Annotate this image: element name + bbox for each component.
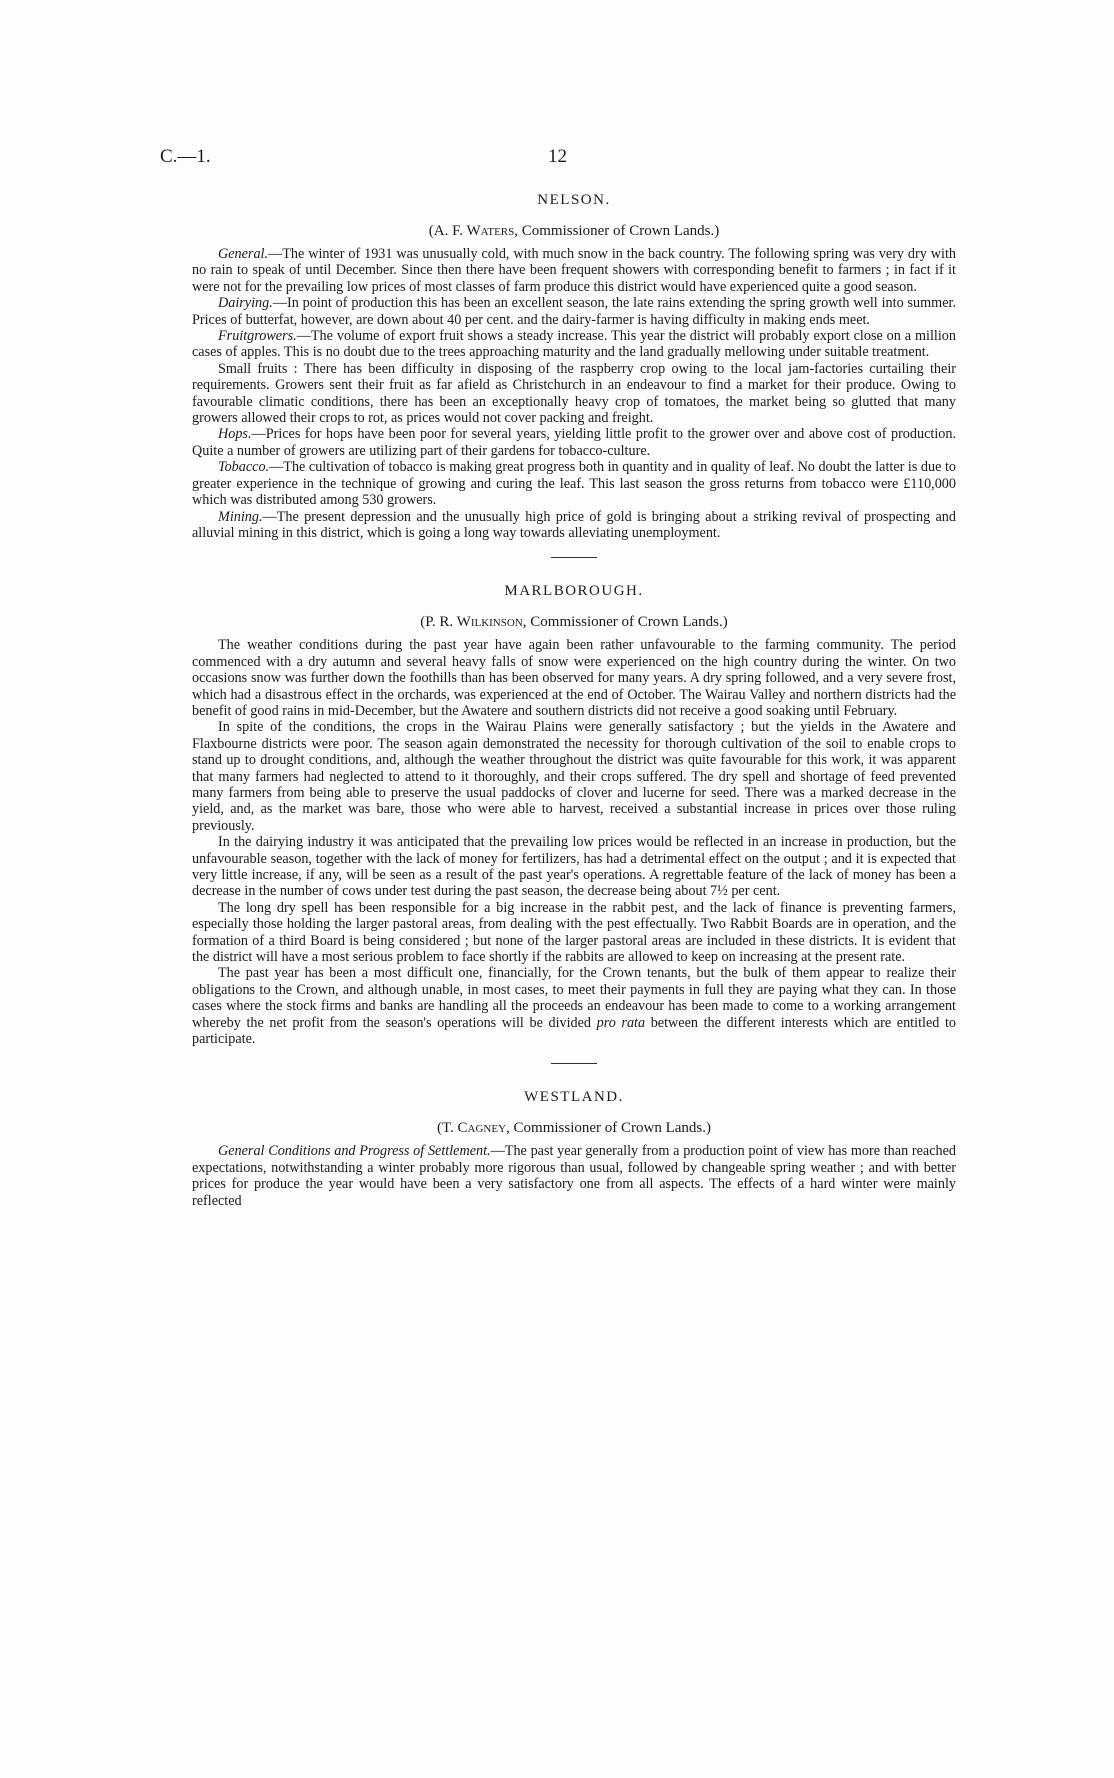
document-reference: C.—1. bbox=[160, 146, 211, 167]
paragraph: Mining.—The present depression and the unusually high price of gold is bringing about a striking revival of prospecting and alluvial mining in this district, which is going a long way towards alleviating unemployment. bbox=[192, 508, 956, 541]
section-westland bbox=[192, 1089, 956, 1209]
commissioner-line: (A. F. Waters, Commissioner of Crown Lands.) bbox=[428, 223, 720, 239]
section-title: NELSON. bbox=[537, 192, 611, 208]
paragraph: The weather conditions during the past year have again been rather unfavourable to the farming community. The period commenced with a dry autumn and several heavy falls of snow were experienced on the high country during the winter. On two occasions snow was further down the foothills than has been observed for many years. A dry spring followed, and a very severe frost, which had a disastrous effect in the orchards, was experienced at the end of October. The Wairau Valley and northern districts had the benefit of good rains in mid-December, but the Awatere and southern districts did not receive a good soaking until February. bbox=[192, 637, 956, 719]
page-number: 12 bbox=[548, 146, 567, 167]
paragraph: Dairying.—In point of production this has been an excellent season, the late rains extending the spring growth well into summer. Prices of butterfat, however, are down about 40 per cent. and the dairy-farmer is having difficulty in making ends meet. bbox=[192, 295, 956, 328]
section-nelson bbox=[192, 192, 956, 541]
text-column bbox=[192, 192, 956, 1209]
section-title: MARLBOROUGH. bbox=[504, 583, 644, 600]
paragraph: Small fruits : There has been difficulty in disposing of the raspberry crop owing to the local jam-factories curtailing their requirements. Growers sent their fruit as far afield as Christchurch in an endeavour to find a market for their produce. Owing to favourable climatic conditions, there has been an exceptionally heavy crop of tomatoes, the market being so glutted that many growers allowed their crops to rot, as prices would not cover packing and freight. bbox=[192, 360, 956, 427]
paragraph: In the dairying industry it was anticipated that the prevailing low prices would be reflected in an increase in production, but the unfavourable season, together with the lack of money for fertilizers, has had a detrimental effect on the output ; and it is expected that very little increase, if any, will be seen as a result of the past year's operations. A regrettable feature of the lack of money has been a decrease in the number of cows under test during the past season, the decrease being about 7½ per cent. bbox=[192, 834, 956, 900]
paragraph: The long dry spell has been responsible for a big increase in the rabbit pest, and the lack of finance is preventing farmers, especially those holding the larger pastoral areas, from dealing with the pest effectually. Two Rabbit Boards are in operation, and the formation of a third Board is being considered ; but none of the larger pastoral areas are included in these districts. It is evident that the district will have a most serious problem to face shortly if the rabbits are allowed to keep on increasing at the present rate. bbox=[192, 899, 956, 966]
paragraph: Hops.—Prices for hops have been poor for several years, yielding little profit to the grower over and above cost of production. Quite a number of growers are utilizing part of their gardens for tobacco-culture. bbox=[192, 426, 956, 459]
commissioner-line: (P. R. Wilkinson, Commissioner of Crown Lands.) bbox=[420, 614, 728, 631]
paragraph: General Conditions and Progress of Settlement.—The past year generally from a production point of view has more than reached expectations, notwithstanding a winter probably more rigorous than usual, followed by changeable spring weather ; and with better prices for produce the year would have been a very satisfactory one from all aspects. The effects of a hard winter were mainly reflected bbox=[192, 1143, 956, 1209]
section-title: WESTLAND. bbox=[524, 1089, 624, 1106]
paragraph: In spite of the conditions, the crops in the Wairau Plains were generally satisfactory ; but the yields in the Awatere and Flaxbourne districts were poor. The season again demonstrated the necessity for thorough cultivation of the soil to enable crops to stand up to drought conditions, and, although the weather throughout the district was quite favourable for this work, it was apparent that many farmers had neglected to attend to it thoroughly, and their crops suffered. The dry spell and shortage of feed prevented many farmers from being able to preserve the usual paddocks of clover and lucerne for seed. There was a marked decrease in the yield, and, as the market was bare, those who were able to harvest, received a substantial increase in prices over those ruling previously. bbox=[192, 719, 956, 834]
commissioner-line: (T. Cagney, Commissioner of Crown Lands.) bbox=[436, 1120, 712, 1137]
page-header bbox=[160, 146, 960, 170]
paragraph: Tobacco.—The cultivation of tobacco is making great progress both in quantity and in quality of leaf. No doubt the latter is due to greater experience in the technique of growing and curing the leaf. This last season the gross returns from tobacco were £110,000 which was distributed among 530 growers. bbox=[192, 459, 956, 509]
commissioner-name: A. F. Waters bbox=[433, 223, 515, 239]
paragraph: General.—The winter of 1931 was unusually cold, with much snow in the back country. The following spring was very dry with no rain to speak of until December. Since then there have been frequent showers with corresponding benefit to farmers ; in fact if it were not for the prevailing low prices of most classes of farm produce this district would have experienced quite a good season. bbox=[192, 246, 956, 295]
section-marlborough bbox=[192, 583, 956, 1047]
section-divider bbox=[551, 557, 597, 558]
commissioner-name: P. R. Wilkinson bbox=[425, 614, 523, 631]
section-divider bbox=[551, 1063, 597, 1064]
paragraph: Fruitgrowers.—The volume of export fruit shows a steady increase. This year the district will probably export close on a million cases of apples. This is no doubt due to the trees approaching maturity and the land gradually mellowing under suitable treatment. bbox=[192, 328, 956, 361]
paragraph: The past year has been a most difficult one, financially, for the Crown tenants, but the bulk of them appear to realize their obligations to the Crown, and although unable, in most cases, to meet their payments in full they are paying what they can. In those cases where the stock firms and banks are handling all the proceeds an endeavour has been made to come to a working arrangement whereby the net profit from the season's operations will be divided pro rata between the different interests which are entitled to participate. bbox=[192, 965, 956, 1048]
commissioner-name: T. Cagney bbox=[441, 1120, 507, 1137]
